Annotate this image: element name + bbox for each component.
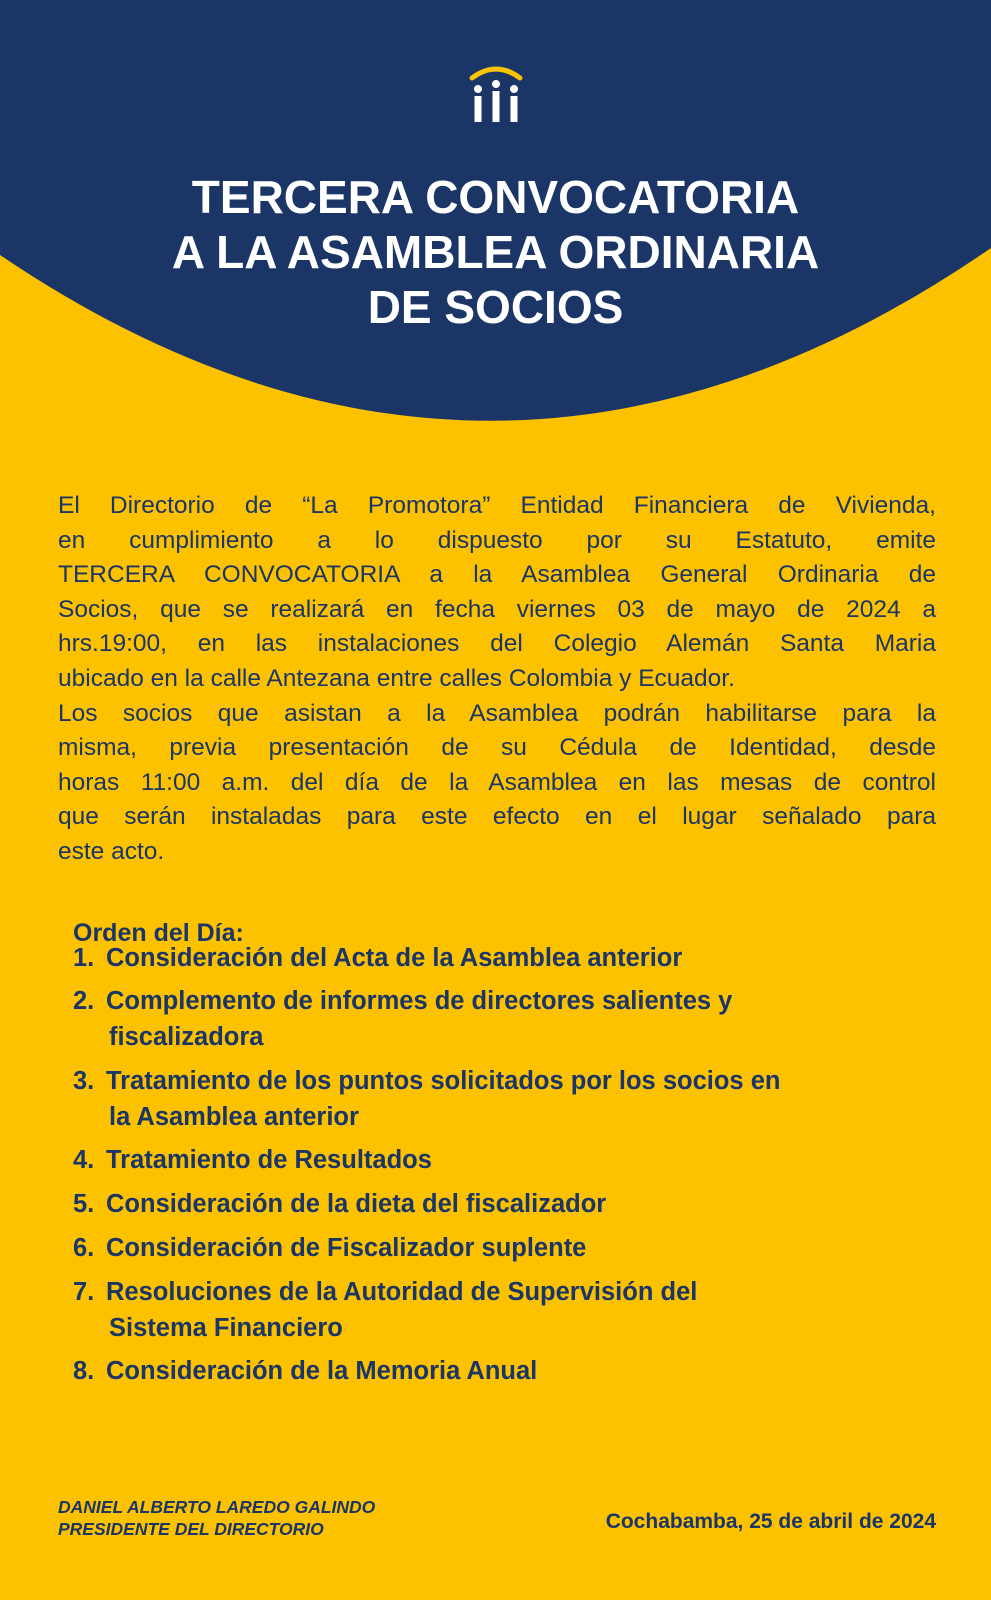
agenda-item <box>73 1353 537 1389</box>
agenda-item <box>73 1186 606 1222</box>
agenda-item-number: 3. <box>73 1067 95 1095</box>
paragraph-line: Los socios que asistan a la Asamblea podrán habilitarse para la <box>58 699 936 727</box>
agenda-item-number: 1. <box>73 944 95 972</box>
agenda-item-continuation: Sistema Financiero <box>109 1314 343 1342</box>
agenda-item <box>73 983 732 1055</box>
paragraph-line: horas 11:00 a.m. del día de la Asamblea en las mesas de control <box>58 768 936 796</box>
agenda-item <box>73 940 682 976</box>
agenda-item-text: Tratamiento de Resultados <box>106 1146 432 1174</box>
agenda-item <box>73 1274 697 1346</box>
title-line-1: TERCERA CONVOCATORIA <box>191 171 800 223</box>
paragraph-line: Socios, que se realizará en fecha viernes 03 de mayo de 2024 a <box>58 595 936 623</box>
announcement-paragraph <box>58 489 936 870</box>
agenda-item <box>73 1142 432 1178</box>
signature-block <box>58 1496 375 1540</box>
agenda-item-number: 6. <box>73 1234 95 1262</box>
paragraph-line: El Directorio de “La Promotora” Entidad Financiera de Vivienda, <box>58 492 936 519</box>
agenda-item <box>73 1063 780 1135</box>
agenda-title: Orden del Día: <box>73 919 244 947</box>
agenda-item-text: Complemento de informes de directores salientes y <box>106 987 733 1015</box>
agenda-item-text: Tratamiento de los puntos solicitados por los socios en <box>106 1067 781 1095</box>
agenda-item <box>73 1230 586 1266</box>
paragraph-line: que serán instaladas para este efecto en el lugar señalado para <box>58 803 936 831</box>
signatory-name: DANIEL ALBERTO LAREDO GALINDO <box>58 1497 376 1517</box>
page-title <box>0 170 991 335</box>
agenda-item-number: 5. <box>73 1190 95 1218</box>
title-line-3: DE SOCIOS <box>367 281 624 333</box>
paragraph-line: hrs.19:00, en las instalaciones del Colegio Alemán Santa Maria <box>58 630 936 658</box>
agenda-item-continuation: fiscalizadora <box>109 1023 264 1051</box>
paragraph-line: en cumplimiento a lo dispuesto por su Estatuto, emite <box>58 526 936 554</box>
agenda-item-text: Consideración de la Memoria Anual <box>106 1357 538 1385</box>
paragraph-line: TERCERA CONVOCATORIA a la Asamblea General Ordinaria de <box>58 561 936 589</box>
paragraph-line: este acto. <box>58 837 165 865</box>
agenda-item-text: Consideración de Fiscalizador suplente <box>106 1234 587 1262</box>
agenda-item-text: Resoluciones de la Autoridad de Supervisión del <box>106 1278 698 1306</box>
agenda-item-number: 4. <box>73 1146 95 1174</box>
place-and-date: Cochabamba, 25 de abril de 2024 <box>605 1510 936 1533</box>
agenda-item-number: 7. <box>73 1278 95 1306</box>
agenda-item-number: 2. <box>73 987 95 1015</box>
paragraph-line: ubicado en la calle Antezana entre calles Colombia y Ecuador. <box>58 664 735 692</box>
agenda-item-number: 8. <box>73 1357 95 1385</box>
agenda-item-text: Consideración del Acta de la Asamblea anterior <box>106 944 683 972</box>
paragraph-line: misma, previa presentación de su Cédula de Identidad, desde <box>58 734 936 762</box>
title-line-2: A LA ASAMBLEA ORDINARIA <box>171 226 820 278</box>
agenda-item-continuation: la Asamblea anterior <box>109 1103 359 1131</box>
signatory-role: PRESIDENTE DEL DIRECTORIO <box>58 1519 324 1539</box>
agenda-item-text: Consideración de la dieta del fiscalizador <box>106 1190 607 1218</box>
house-roof-people-icon <box>466 58 526 128</box>
